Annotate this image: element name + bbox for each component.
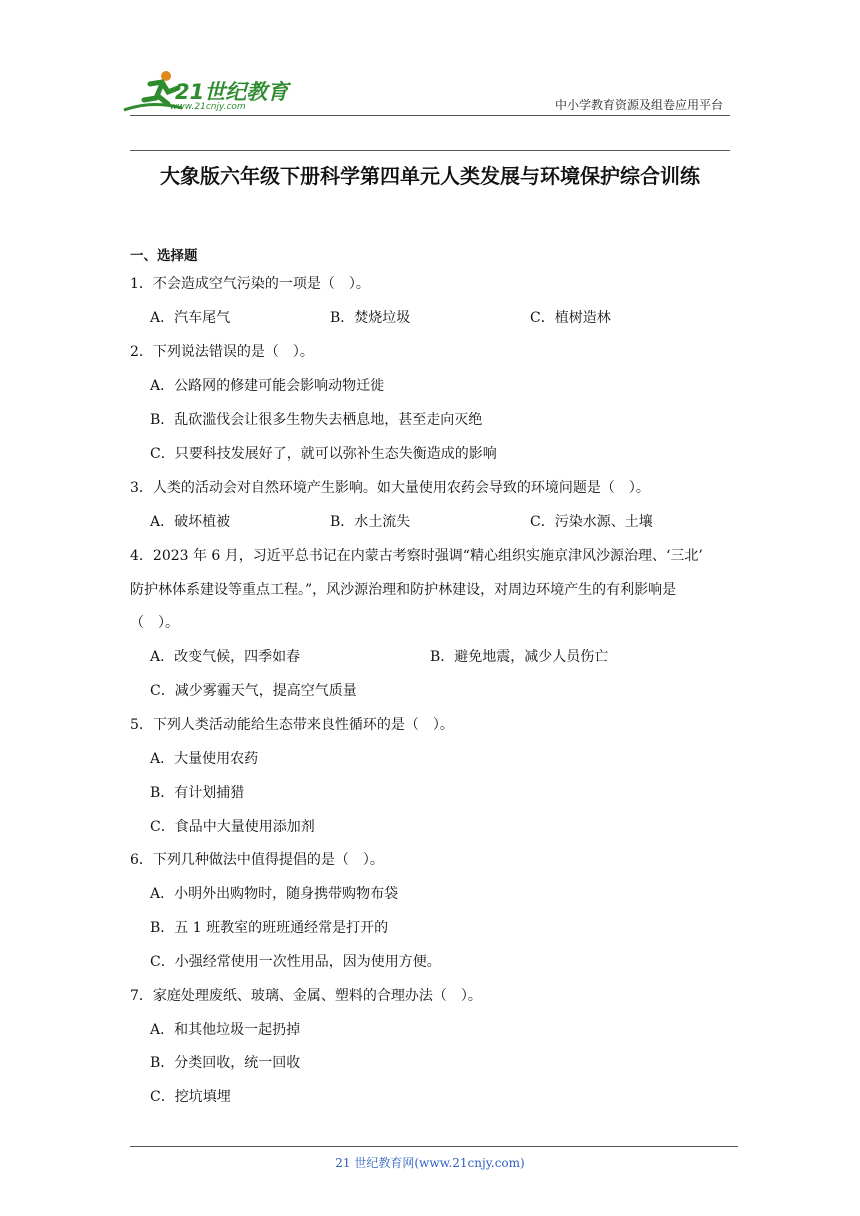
question-3-option-a: A．破坏植被 <box>150 514 231 530</box>
question-6-option-a: A．小明外出购物时，随身携带购物布袋 <box>150 886 399 902</box>
question-4-stem-line-2: 防护林体系建设等重点工程。”，风沙源治理和防护林建设，对周边环境产生的有利影响是 <box>130 582 677 598</box>
footer-divider <box>130 1146 738 1147</box>
question-5-option-a: A．大量使用农药 <box>150 751 259 767</box>
question-7-option-b: B．分类回收，统一回收 <box>150 1055 301 1071</box>
logo-url: www.21cnjy.com <box>170 102 246 112</box>
question-6-stem: 6．下列几种做法中值得提倡的是（ ）。 <box>130 852 384 868</box>
question-2-option-a: A．公路网的修建可能会影响动物迁徙 <box>150 378 385 394</box>
question-1-option-a: A．汽车尾气 <box>150 310 231 326</box>
title-divider <box>130 150 730 151</box>
question-1-stem: 1．不会造成空气污染的一项是（ ）。 <box>130 276 370 292</box>
question-4-stem-line-3: （ ）。 <box>130 615 179 631</box>
footer-link[interactable]: 21 世纪教育网(www.21cnjy.com) <box>335 1156 525 1170</box>
question-7-option-a: A．和其他垃圾一起扔掉 <box>150 1022 301 1038</box>
page-title: 大象版六年级下册科学第四单元人类发展与环境保护综合训练 <box>160 164 700 188</box>
question-3-option-b: B．水土流失 <box>330 514 411 530</box>
question-1-option-b: B．焚烧垃圾 <box>330 310 411 326</box>
question-1-option-c: C．植树造林 <box>530 310 611 326</box>
question-6-option-b: B．五 1 班教室的班班通经常是打开的 <box>150 920 389 936</box>
question-4-option-b: B．避免地震，减少人员伤亡 <box>430 649 609 665</box>
question-4-stem-line-1: 4．2023 年 6 月，习近平总书记在内蒙古考察时强调“精心组织实施京津风沙源治理、‘三北’ <box>130 548 703 564</box>
question-7-option-c: C．挖坑填埋 <box>150 1089 231 1105</box>
question-5-stem: 5．下列人类活动能给生态带来良性循环的是（ ）。 <box>130 717 454 733</box>
question-4-option-c: C．减少雾霾天气，提高空气质量 <box>150 683 357 699</box>
question-5-option-b: B．有计划捕猎 <box>150 785 245 801</box>
question-2-stem: 2．下列说法错误的是（ ）。 <box>130 344 314 360</box>
question-2-option-b: B．乱砍滥伐会让很多生物失去栖息地，甚至走向灭绝 <box>150 412 483 428</box>
header-divider <box>130 115 730 116</box>
platform-label: 中小学教育资源及组卷应用平台 <box>554 98 723 112</box>
question-7-stem: 7．家庭处理废纸、玻璃、金属、塑料的合理办法（ ）。 <box>130 988 482 1004</box>
question-5-option-c: C．食品中大量使用添加剂 <box>150 819 315 835</box>
section-heading: 一、选择题 <box>130 248 198 264</box>
question-6-option-c: C．小强经常使用一次性用品，因为使用方便。 <box>150 954 441 970</box>
question-2-option-c: C．只要科技发展好了，就可以弥补生态失衡造成的影响 <box>150 446 497 462</box>
question-4-option-a: A．改变气候，四季如春 <box>150 649 301 665</box>
logo-text: 21世纪教育 <box>175 80 289 104</box>
question-3-stem: 3．人类的活动会对自然环境产生影响。如大量使用农药会导致的环境问题是（ ）。 <box>130 480 650 496</box>
question-3-option-c: C．污染水源、土壤 <box>530 514 653 530</box>
